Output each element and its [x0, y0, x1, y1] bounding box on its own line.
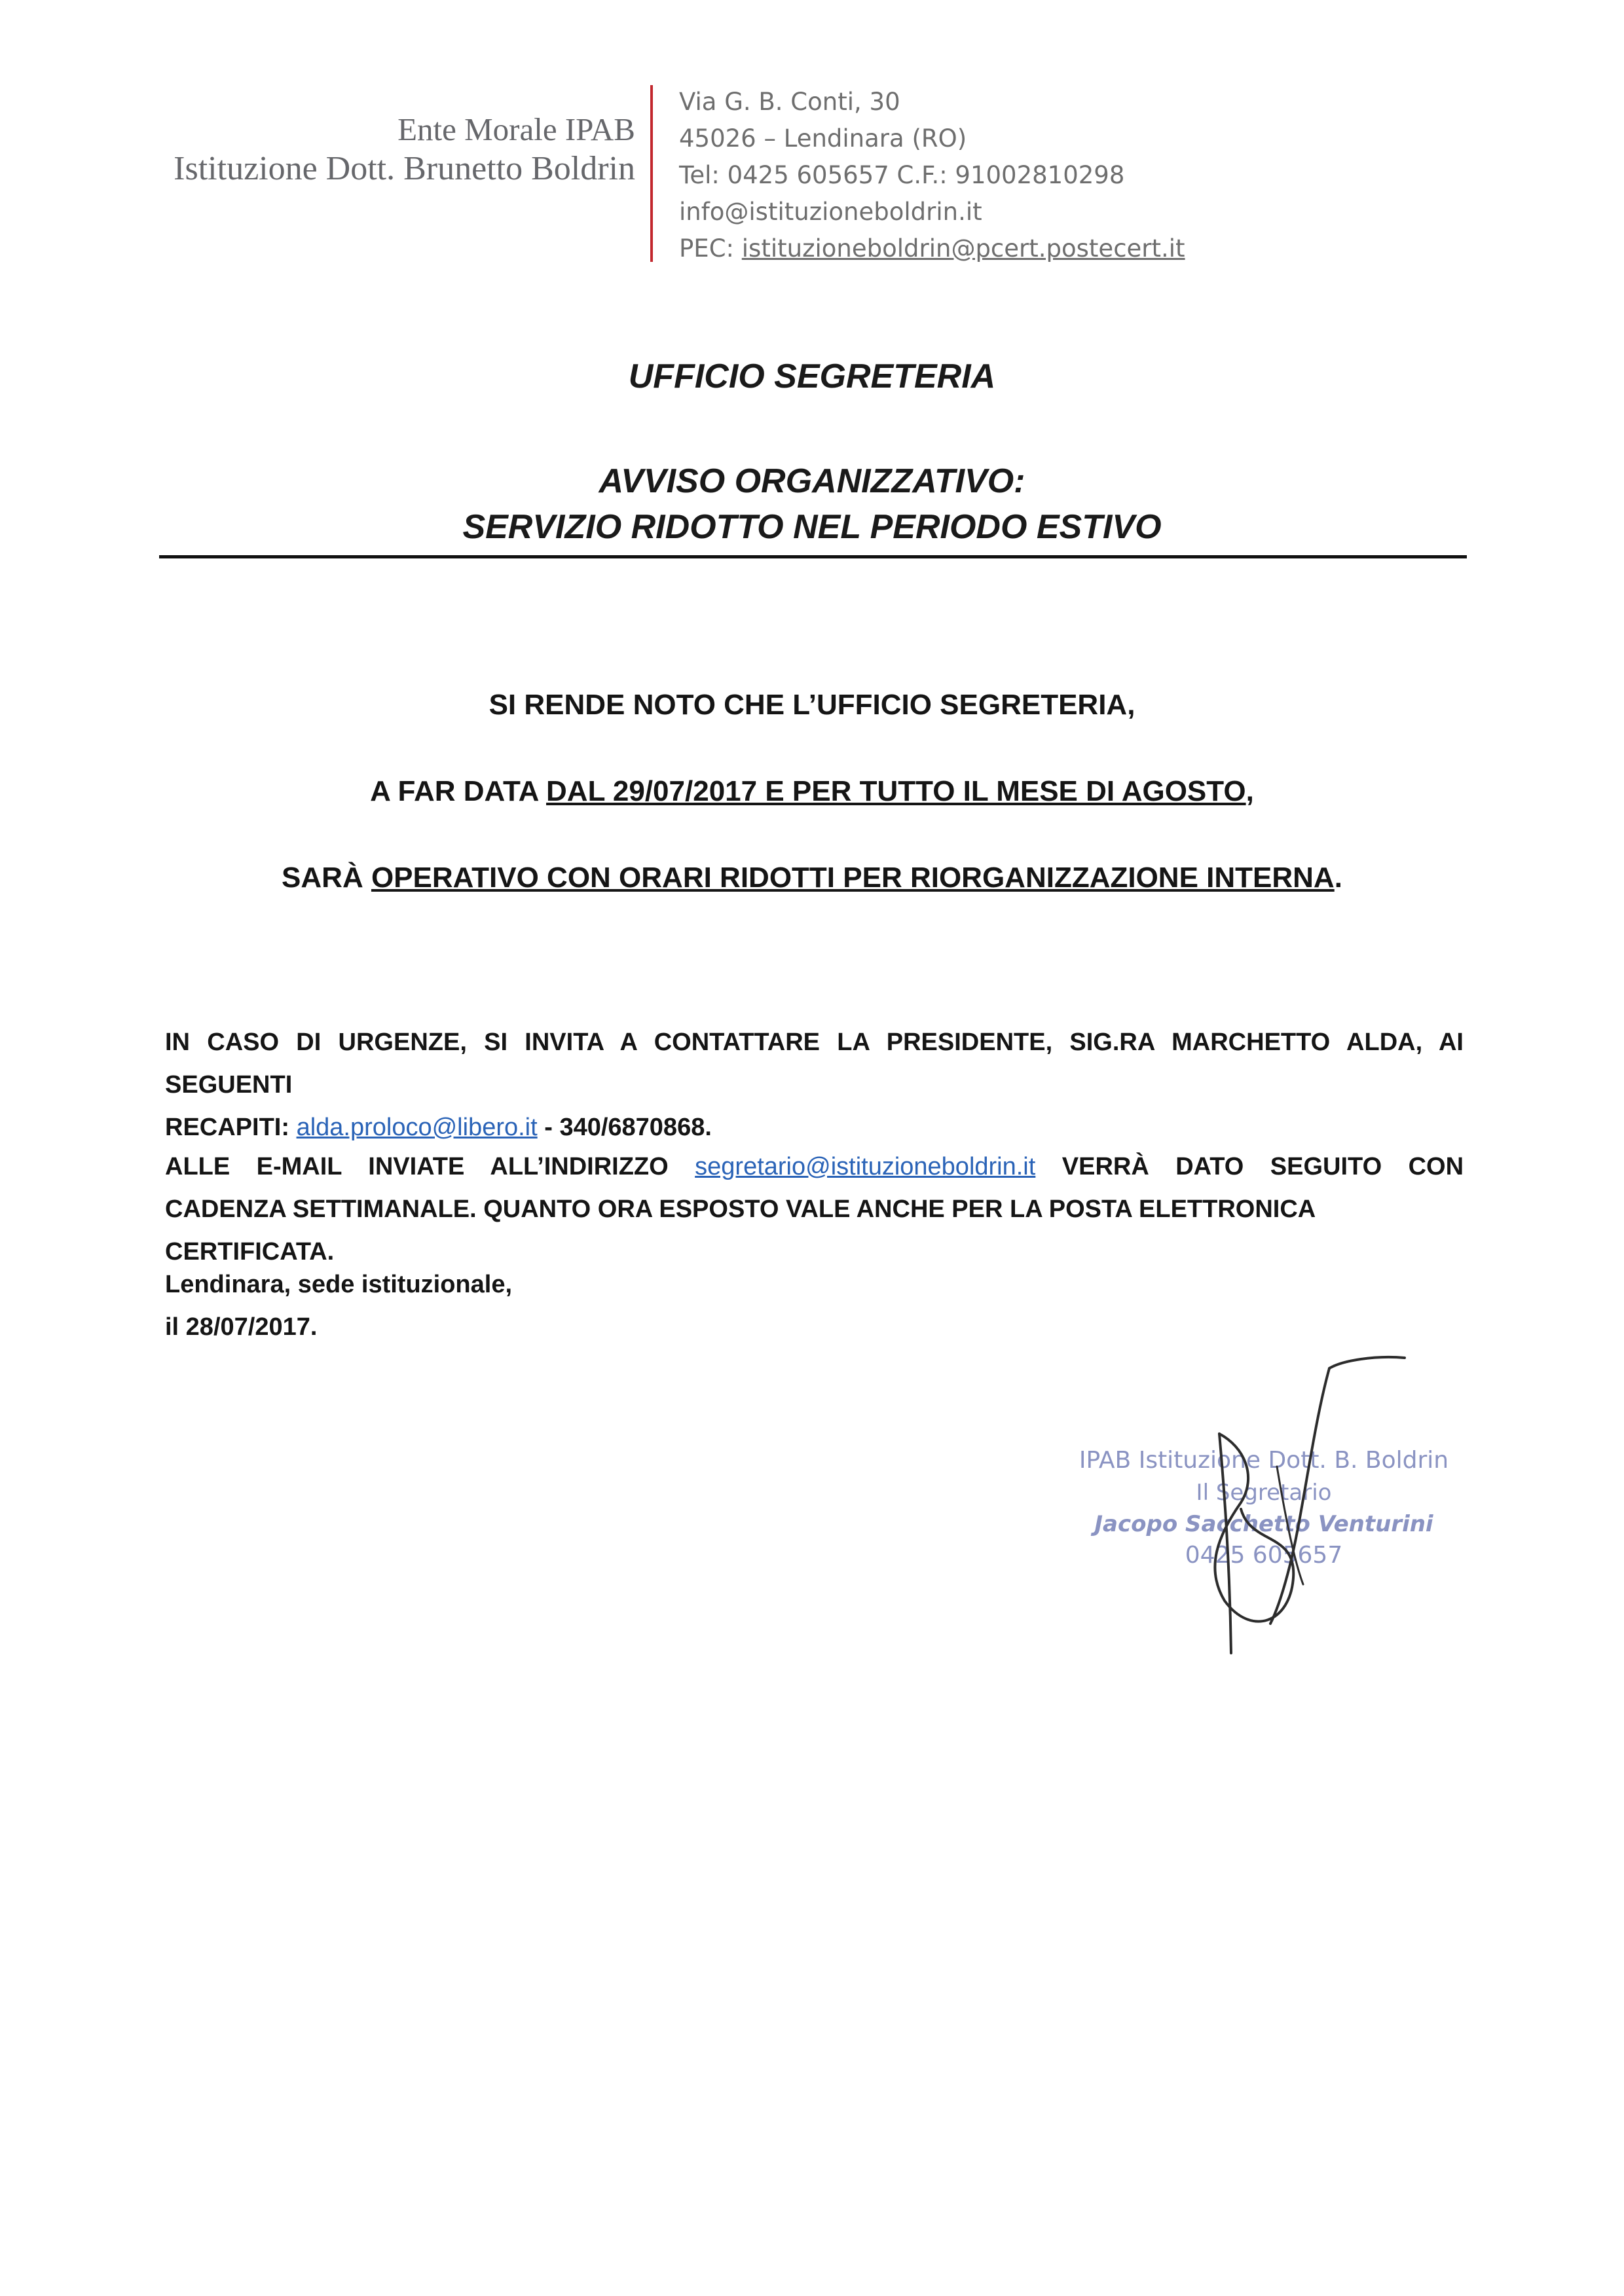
paragraph-1-line-2 — [165, 1106, 1464, 1149]
letterhead-organization — [174, 110, 635, 189]
title-divider — [159, 555, 1467, 558]
office-title: UFFICIO SEGRETERIA — [628, 357, 996, 395]
email-intro: ALLE E-MAIL INVIATE ALL’INDIRIZZO — [165, 1153, 695, 1180]
statement-3 — [0, 862, 1624, 894]
notice-title-line-1: AVVISO ORGANIZZATIVO: — [599, 462, 1025, 500]
phone-line: Tel: 0425 605657 C.F.: 91002810298 — [679, 161, 1125, 189]
statement-3-detail: OPERATIVO CON ORARI RIDOTTI PER RIORGANIZZAZIONE INTERNA — [371, 862, 1335, 894]
statement-2-suffix: , — [1246, 775, 1254, 807]
stamp-line-3: Jacopo Sacchetto Venturini — [1094, 1511, 1433, 1537]
president-phone: - 340/6870868. — [537, 1114, 712, 1141]
letterhead-divider — [650, 85, 653, 262]
handwritten-signature — [1179, 1349, 1454, 1663]
org-line-2: Istituzione Dott. Brunetto Boldrin — [174, 150, 635, 187]
statement-2 — [0, 775, 1624, 808]
statement-3-suffix: . — [1334, 862, 1342, 894]
statement-3-prefix: SARÀ — [282, 862, 371, 894]
closing-date: il 28/07/2017. — [165, 1313, 318, 1341]
paragraph-2-line-2: CADENZA SETTIMANALE. QUANTO ORA ESPOSTO VALE ANCHE PER LA POSTA ELETTRONICA CERTIFICATA. — [165, 1195, 1315, 1266]
paragraph-2-line-1 — [165, 1146, 1464, 1188]
secretary-email-link[interactable]: segretario@istituzioneboldrin.it — [695, 1153, 1036, 1180]
letterhead-contacts — [679, 84, 1185, 267]
urgent-contact-paragraph — [165, 1021, 1464, 1149]
stamp-line-2: Il Segretario — [1196, 1480, 1332, 1506]
email-follow: VERRÀ DATO SEGUITO CON — [1035, 1153, 1464, 1180]
closing-place: Lendinara, sede istituzionale, — [165, 1271, 513, 1298]
stamp-line-1: IPAB Istituzione Dott. B. Boldrin — [1079, 1447, 1449, 1474]
address-line: Via G. B. Conti, 30 — [679, 88, 900, 116]
president-email-link[interactable]: alda.proloco@libero.it — [296, 1114, 538, 1141]
recapiti-label: RECAPITI: — [165, 1114, 297, 1141]
pec-label: PEC: — [679, 234, 742, 263]
paragraph-1-line-1: IN CASO DI URGENZE, SI INVITA A CONTATTARE LA PRESIDENTE, SIG.RA MARCHETTO ALDA, AI SEGUENTI — [165, 1029, 1464, 1099]
closing-block — [165, 1264, 512, 1349]
email-line[interactable]: info@istituzioneboldrin.it — [679, 198, 982, 226]
statement-2-period: DAL 29/07/2017 E PER TUTTO IL MESE DI AGOSTO — [546, 775, 1246, 807]
email-notice-paragraph — [165, 1146, 1464, 1273]
org-line-1: Ente Morale IPAB — [397, 111, 635, 147]
statement-2-prefix: A FAR DATA — [370, 775, 547, 807]
stamp-line-4: 0425 605657 — [1185, 1542, 1343, 1569]
city-line: 45026 – Lendinara (RO) — [679, 124, 967, 153]
notice-title-line-2: SERVIZIO RIDOTTO NEL PERIODO ESTIVO — [462, 508, 1162, 546]
statement-1: SI RENDE NOTO CHE L’UFFICIO SEGRETERIA, — [489, 689, 1135, 721]
notice-title — [0, 458, 1624, 550]
pec-link[interactable]: istituzioneboldrin@pcert.postecert.it — [741, 234, 1185, 263]
pec-line — [679, 230, 1185, 267]
